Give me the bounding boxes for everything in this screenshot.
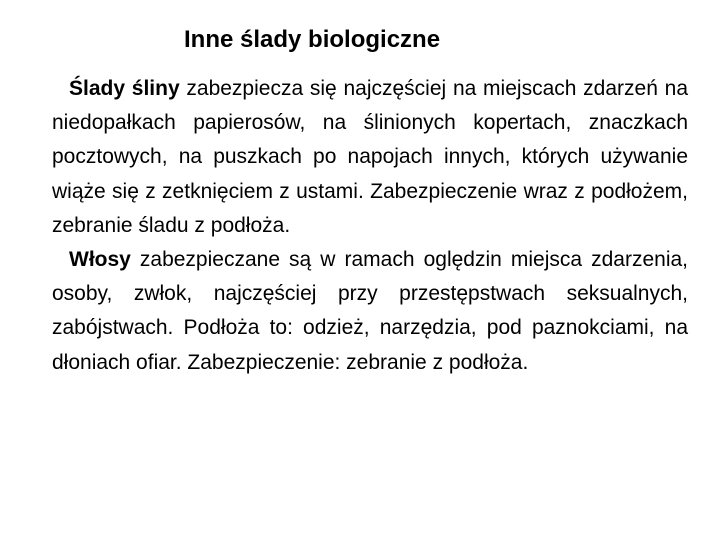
paragraph-saliva-lead: Ślady śliny <box>69 77 180 100</box>
paragraph-saliva <box>52 72 688 243</box>
paragraph-hair <box>52 243 688 380</box>
slide-title: Inne ślady biologiczne <box>184 26 441 53</box>
paragraph-hair-text: zabezpieczane są w ramach oględzin miejsca zdarzenia, osoby, zwłok, najczęściej przy przestępstwach seksualnych, zabójstwach. Podłoża to: odzież, narzędzia, pod paznokciami, na dłoniach ofiar. Zabezpieczenie: zebranie z podłoża. <box>52 248 688 374</box>
paragraph-saliva-text: zabezpiecza się najczęściej na miejscach zdarzeń na niedopałkach papierosów, na ślinionych kopertach, znaczkach pocztowych, na puszkach po napojach innych, których używanie wiąże się z zetknięciem z ustami. Zabezpieczenie wraz z podłożem, zebranie śladu z podłoża. <box>52 77 688 237</box>
slide-body <box>52 72 688 380</box>
paragraph-hair-lead: Włosy <box>69 248 131 272</box>
